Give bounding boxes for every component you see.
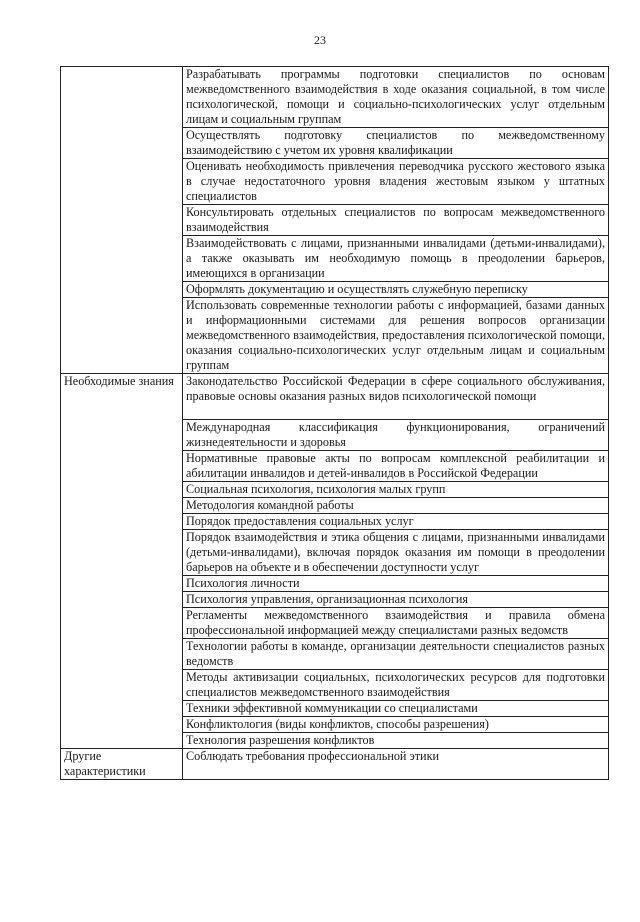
section-label: Необходимые знания <box>61 374 183 749</box>
requirement-item: Социальная психология, психология малых групп <box>183 482 609 498</box>
requirement-item: Технология разрешения конфликтов <box>183 733 609 749</box>
requirement-item: Законодательство Российской Федерации в сфере социального обслуживания, правовые основы оказания разных видов психологической помощи <box>183 374 609 420</box>
table-row <box>61 374 609 420</box>
requirement-item: Методы активизации социальных, психологических ресурсов для подготовки специалистов межведомственного взаимодействия <box>183 670 609 701</box>
section-label: Другие характеристики <box>61 749 183 780</box>
requirement-item: Регламенты межведомственного взаимодействия и правила обмена профессиональной информацией между специалистами разных ведомств <box>183 608 609 639</box>
requirement-item: Психология управления, организационная психология <box>183 592 609 608</box>
requirement-item: Консультировать отдельных специалистов по вопросам межведомственного взаимодействия <box>183 205 609 236</box>
requirement-item: Оформлять документацию и осуществлять служебную переписку <box>183 282 609 298</box>
requirement-item: Взаимодействовать с лицами, признанными инвалидами (детьми-инвалидами), а также оказывать им необходимую помощь в преодолении барьеров, имеющихся в организации <box>183 236 609 282</box>
requirement-item: Использовать современные технологии работы с информацией, базами данных и информационными системами для решения вопросов организации межведомственного взаимодействия, предоставления психологической помощи, оказания социально-психологических услуг отдельным лицам и социальным группам <box>183 298 609 374</box>
requirement-item: Психология личности <box>183 576 609 592</box>
requirement-item: Конфликтология (виды конфликтов, способы разрешения) <box>183 717 609 733</box>
table-row <box>61 67 609 128</box>
requirement-item: Международная классификация функционирования, ограничений жизнедеятельности и здоровья <box>183 420 609 451</box>
requirement-item: Методология командной работы <box>183 498 609 514</box>
requirement-item: Порядок предоставления социальных услуг <box>183 514 609 530</box>
page-number: 23 <box>314 33 326 47</box>
table-row <box>61 749 609 780</box>
requirement-item: Порядок взаимодействия и этика общения с лицами, признанными инвалидами (детьми-инвалидами), включая порядок оказания им помощи в преодолении барьеров на объекте и в обеспечении доступности услуг <box>183 530 609 576</box>
requirement-item: Оценивать необходимость привлечения переводчика русского жестового языка в случае недостаточного уровня владения жестовым языком у штатных специалистов <box>183 159 609 205</box>
requirements-table <box>60 66 609 780</box>
requirement-item: Нормативные правовые акты по вопросам комплексной реабилитации и абилитации инвалидов и детей-инвалидов в Российской Федерации <box>183 451 609 482</box>
requirement-item: Техники эффективной коммуникации со специалистами <box>183 701 609 717</box>
requirement-item: Осуществлять подготовку специалистов по межведомственному взаимодействию с учетом их уровня квалификации <box>183 128 609 159</box>
section-label <box>61 67 183 374</box>
requirement-item: Соблюдать требования профессиональной этики <box>183 749 609 780</box>
requirement-item: Разрабатывать программы подготовки специалистов по основам межведомственного взаимодействия в ходе оказания социальной, в том числе психологической, помощи и социально-психологических услуг отдельным лицам и социальным группам <box>183 67 609 128</box>
requirement-item: Технологии работы в команде, организации деятельности специалистов разных ведомств <box>183 639 609 670</box>
